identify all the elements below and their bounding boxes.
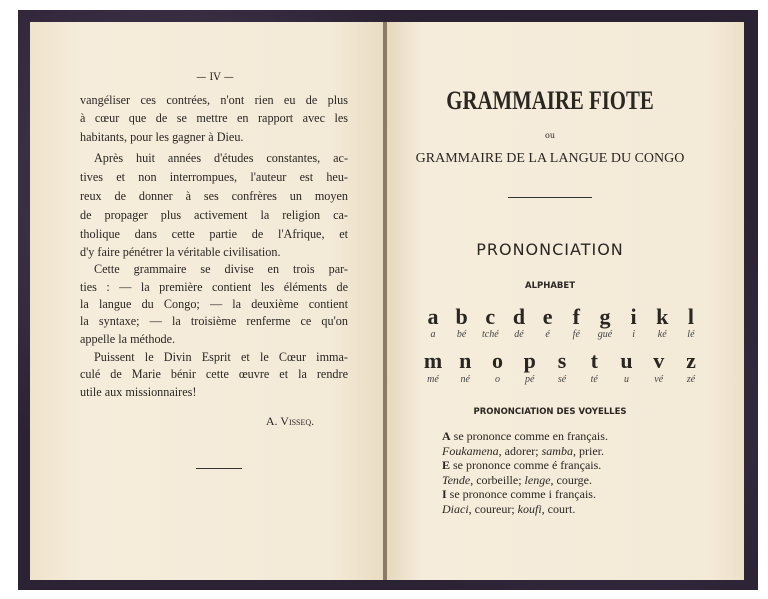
letter-pronunciation: zé (686, 374, 696, 385)
letter-pronunciation: ké (657, 329, 667, 340)
alphabet-letter: d (512, 304, 526, 329)
text-line: de propager plus activement la religion ca- (80, 208, 348, 222)
text-line: à cœur que de se mettre en rapport avec les (80, 111, 348, 125)
alphabet-letter: t (590, 348, 598, 373)
subtitle: GRAMMAIRE DE LA LANGUE DU CONGO (415, 151, 685, 166)
page-number: — IV — (196, 72, 234, 83)
vowel-letter: A (442, 429, 451, 443)
text-line: reux de donner à ses confrères un moyen (80, 189, 348, 203)
example-meaning: , prier. (572, 443, 604, 458)
text-line: tholique dans cette partie de l'Afrique, et (80, 227, 348, 241)
example-meaning: , adorer; (498, 443, 542, 458)
vowel-letter: E (442, 458, 451, 472)
letter-pronunciation: u (624, 374, 629, 385)
text-line: appelle la méthode. (80, 332, 176, 346)
alphabet-letter: e (542, 304, 553, 329)
letter-pronunciation: né (460, 374, 470, 385)
text-line: la langue du Congo; — la deuxième contient (80, 297, 348, 311)
letter-pronunciation: o (495, 374, 500, 385)
letter-pronunciation: té (590, 374, 598, 385)
example-meaning: , coureur; (468, 501, 518, 516)
text-line: d'y faire pénétrer la véritable civilisation. (80, 245, 281, 259)
letter-pronunciation: fé (572, 329, 580, 340)
letter-pronunciation: lé (687, 329, 695, 340)
vowel-letter: I (442, 487, 447, 501)
vowel-line (442, 473, 592, 488)
text-line: tives et non interrompues, l'auteur est heu- (80, 170, 348, 184)
alphabet-letter: v (653, 348, 665, 373)
example-meaning: , courge. (550, 472, 592, 487)
alphabet-letter: n (459, 348, 472, 373)
example-word: koufi (517, 501, 542, 516)
text-line: utile aux missionnaires! (80, 385, 197, 399)
example-word: Tende (442, 472, 471, 487)
ornament-rule (508, 197, 592, 198)
alphabet-letter: m (423, 348, 443, 373)
text-line: Après huit années d'études constantes, ac- (94, 151, 348, 165)
vowel-rule: se prononce comme é français. (450, 458, 602, 472)
alphabet-letter: a (427, 304, 439, 329)
example-word: lenge (524, 472, 551, 487)
alphabet-letter: z (686, 348, 696, 373)
book-title: GRAMMAIRE FIOTE (446, 86, 654, 115)
vowels-heading: PRONONCIATION DES VOYELLES (473, 407, 627, 417)
letter-pronunciation: vé (654, 374, 664, 385)
example-word: samba (541, 443, 573, 458)
text-line: la syntaxe; — la troisième renferme ce qu'on (80, 314, 348, 328)
text-line: Cette grammaire se divise en trois par- (94, 262, 348, 276)
letter-pronunciation: pé (525, 374, 535, 385)
alphabet-letter: o (492, 348, 503, 373)
vowel-line (442, 429, 608, 444)
text-line: vangéliser ces contrées, n'ont rien eu de plus (80, 93, 348, 107)
ou-label: ou (545, 131, 555, 140)
text-line: ties : — la première contient les éléments de (80, 280, 348, 294)
example-meaning: , corbeille; (470, 472, 525, 487)
alphabet-label: ALPHABET (525, 281, 575, 291)
letter-pronunciation: tché (481, 329, 499, 340)
vowel-rule: se prononce comme en français. (450, 429, 608, 443)
vowel-line (442, 444, 604, 459)
letter-pronunciation: mé (427, 374, 439, 385)
example-meaning: , court. (541, 501, 576, 516)
letter-pronunciation: dé (514, 329, 524, 340)
alphabet-letter: b (455, 304, 468, 329)
letter-pronunciation: bé (456, 329, 467, 340)
alphabet-letter: c (485, 304, 496, 329)
example-word: Foukamena (442, 443, 499, 458)
end-rule (196, 468, 242, 469)
text-line: Puissent le Divin Esprit et le Cœur imma- (94, 350, 348, 364)
alphabet-letter: k (656, 304, 669, 329)
alphabet-letter: i (630, 304, 637, 329)
signature: A. Visseq. (265, 414, 315, 428)
letter-pronunciation: gué (597, 329, 613, 340)
text-line: habitants, pour les gagner à Dieu. (80, 130, 244, 144)
vowel-line (442, 502, 575, 517)
text-line: culé de Marie bénir cette œuvre et la rendre (80, 367, 348, 381)
example-word: Diaci (442, 501, 469, 516)
vowel-line (442, 487, 596, 502)
alphabet-letter: p (523, 348, 536, 373)
book-gutter (383, 22, 387, 580)
alphabet-letter: u (620, 348, 633, 373)
letter-pronunciation: a (430, 329, 436, 340)
letter-pronunciation: i (632, 329, 635, 340)
vowel-line (442, 458, 601, 473)
alphabet-letter: g (599, 304, 611, 329)
letter-pronunciation: é (545, 329, 550, 340)
section-heading: PRONONCIATION (476, 240, 624, 259)
vowel-rule: se prononce comme i français. (446, 487, 596, 501)
alphabet-letter: s (557, 348, 567, 373)
letter-pronunciation: sé (557, 374, 567, 385)
alphabet-letter: f (572, 304, 580, 329)
alphabet-letter: l (687, 304, 694, 329)
